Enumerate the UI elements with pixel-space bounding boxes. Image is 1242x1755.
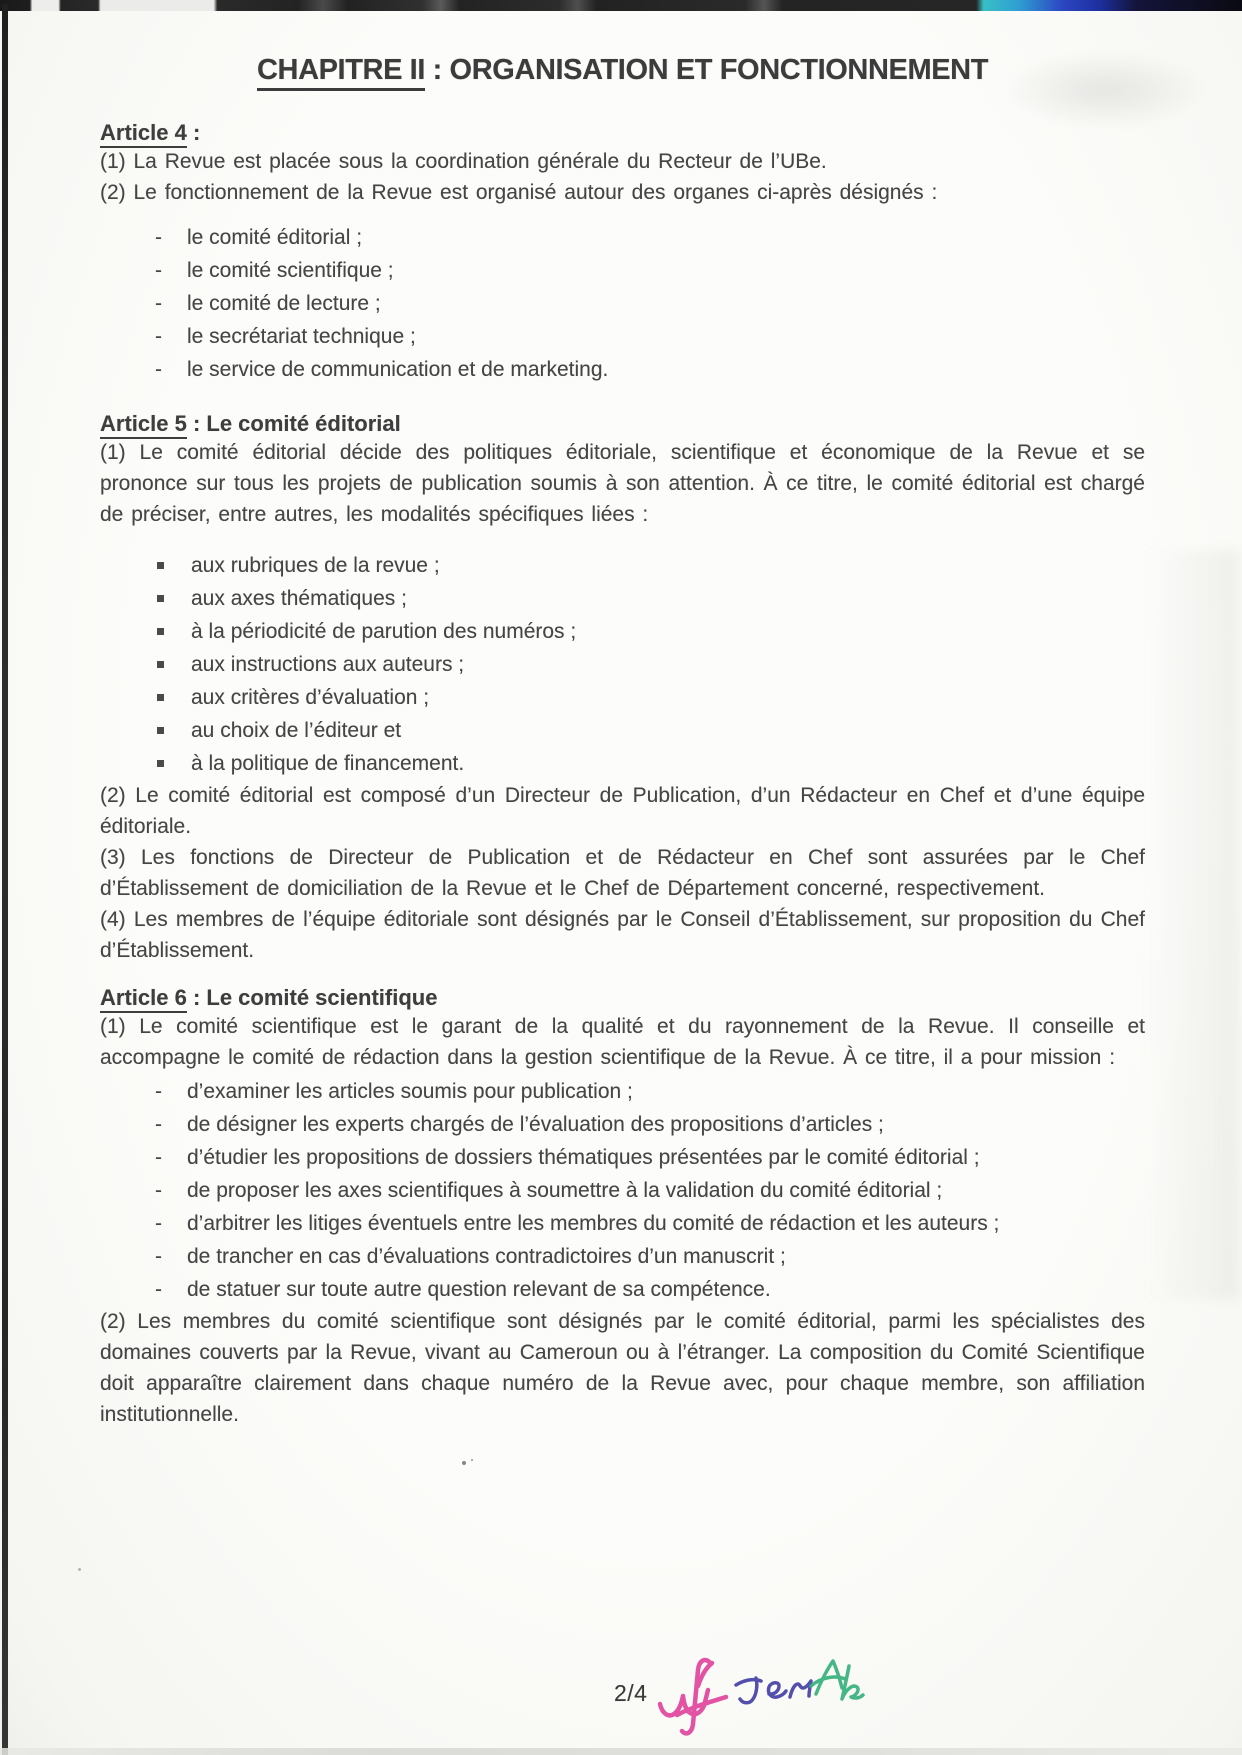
list-item: - le comité scientifique ;: [100, 254, 1145, 287]
list-item: - de trancher en cas d’évaluations contradictoires d’un manuscrit ;: [100, 1240, 1145, 1273]
article-6-paragraph-2: (2) Les membres du comité scientifique sont désignés par le comité éditorial, parmi les spécialistes des domaines couverts par la Revue, vivant au Cameroun ou à l’étranger. La composition du Comité Scientifique doit apparaître clairement dans chaque numéro de la Revue avec, pour chaque membre, son affiliation institutionnelle.: [100, 1310, 1145, 1426]
list-item: - le comité éditorial ;: [100, 221, 1145, 254]
article-5-paragraph-2: (2) Le comité éditorial est composé d’un Directeur de Publication, d’un Rédacteur en Chef et d’une équipe éditoriale.: [100, 784, 1145, 838]
scan-speck: [462, 1461, 466, 1465]
chapter-title: [100, 54, 1145, 87]
article-6-heading-label: Article 6: [100, 985, 187, 1013]
article-6-paragraph-1: (1) Le comité scientifique est le garant de la qualité et du rayonnement de la Revue. Il conseille et accompagne le comité de rédaction dans la gestion scientifique de la Revue. À ce titre, il a pour mission :: [100, 1015, 1145, 1069]
list-item: - le secrétariat technique ;: [100, 320, 1145, 353]
scan-speck: [78, 1568, 81, 1571]
article-5-heading: [100, 411, 1145, 437]
signature-initials-blue: [736, 1678, 811, 1703]
signature-initials-pink: [660, 1660, 726, 1733]
list-item: au choix de l’éditeur et: [100, 714, 1145, 747]
article-5-heading-label: Article 5: [100, 411, 187, 439]
list-item: - le comité de lecture ;: [100, 287, 1145, 320]
article-5-paragraph-1: (1) Le comité éditorial décide des politiques éditoriale, scientifique et économique de la Revue et se prononce sur tous les projets de publication soumis à son attention. À ce titre, le comité éditorial est chargé de préciser, entre autres, les modalités spécifiques liées :: [100, 441, 1145, 526]
list-item: - de proposer les axes scientifiques à soumettre à la validation du comité éditorial ;: [100, 1174, 1145, 1207]
list-item: - d’étudier les propositions de dossiers thématiques présentées par le comité éditorial ;: [100, 1141, 1145, 1174]
page-footer: [0, 1642, 1242, 1755]
list-item: - d’examiner les articles soumis pour publication ;: [100, 1075, 1145, 1108]
article-6-heading: [100, 985, 1145, 1011]
article-6-heading-suffix: : Le comité scientifique: [186, 985, 438, 1010]
list-item: aux rubriques de la revue ;: [100, 549, 1145, 582]
list-item: - de désigner les experts chargés de l’évaluation des propositions d’articles ;: [100, 1108, 1145, 1141]
list-item: aux instructions aux auteurs ;: [100, 648, 1145, 681]
chapter-title-rest: : ORGANISATION ET FONCTIONNEMENT: [424, 54, 989, 86]
list-item: aux axes thématiques ;: [100, 582, 1145, 615]
list-item: - de statuer sur toute autre question relevant de sa compétence.: [100, 1273, 1145, 1306]
article-5-heading-suffix: : Le comité éditorial: [186, 411, 401, 436]
list-item: - le service de communication et de marketing.: [100, 353, 1145, 386]
article-6-missions-list: [100, 1075, 1145, 1306]
list-item: à la politique de financement.: [100, 747, 1145, 780]
chapter-title-underlined: CHAPITRE II: [257, 54, 425, 91]
page-number: 2/4: [614, 1680, 648, 1706]
list-item: - d’arbitrer les litiges éventuels entre les membres du comité de rédaction et les auteurs ;: [100, 1207, 1145, 1240]
article-4-heading-suffix: :: [186, 120, 201, 145]
article-4-heading-label: Article 4: [100, 120, 187, 148]
article-5-paragraph-3: (3) Les fonctions de Directeur de Publication et de Rédacteur en Chef sont assurées par le Chef d’Établissement de domiciliation de la Revue et le Chef de Département concerné, respectivement.: [100, 846, 1145, 900]
article-4-heading: [100, 120, 1145, 146]
list-item: à la périodicité de parution des numéros ;: [100, 615, 1145, 648]
list-item: aux critères d’évaluation ;: [100, 681, 1145, 714]
article-5-modalities-list: [100, 549, 1145, 780]
article-5-paragraph-4: (4) Les membres de l’équipe éditoriale sont désignés par le Conseil d’Établissement, sur proposition du Chef d’Établissement.: [100, 908, 1145, 962]
signature-initials-green: [811, 1661, 863, 1699]
article-4-paragraph-1: (1) La Revue est placée sous la coordination générale du Recteur de l’UBe.: [100, 150, 827, 173]
handwritten-initials: [648, 1642, 888, 1755]
article-4-paragraph-2: (2) Le fonctionnement de la Revue est organisé autour des organes ci-après désignés :: [100, 181, 938, 204]
article-4-organ-list: [100, 221, 1145, 386]
